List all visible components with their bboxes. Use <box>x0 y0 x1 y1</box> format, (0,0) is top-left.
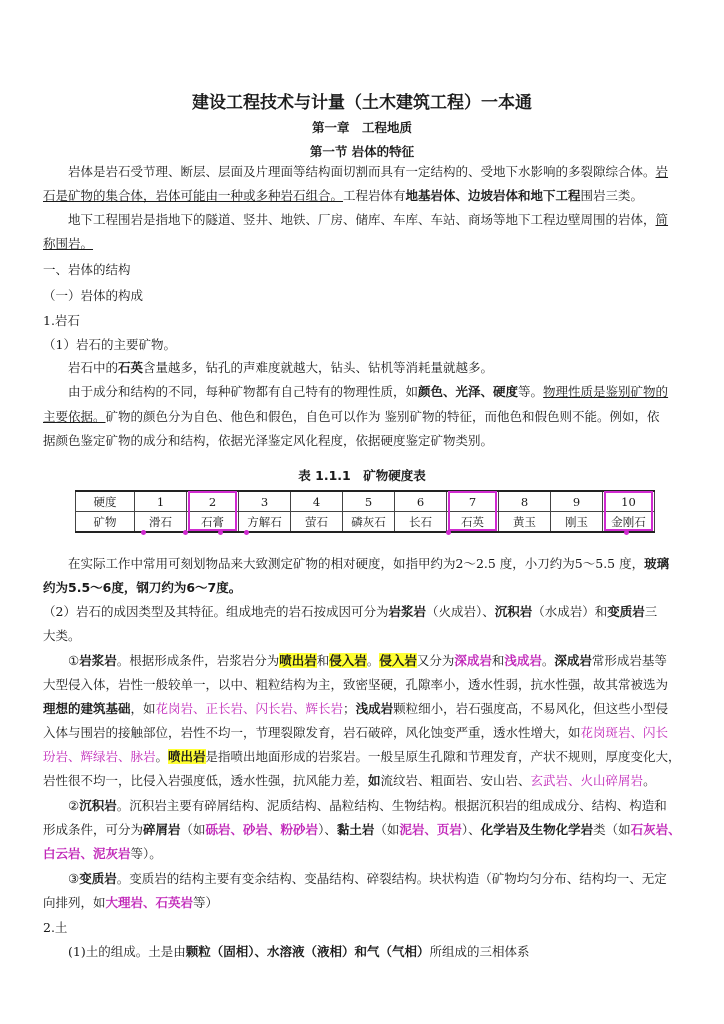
paragraph-line <box>68 360 683 376</box>
text: 和 <box>491 653 505 668</box>
text: 常形成岩基等 <box>591 653 667 668</box>
chapter-heading: 第一章 工程地质 <box>311 120 412 135</box>
mineral-cell: 长石 <box>395 512 447 533</box>
heading-rock: 1.岩石 <box>43 313 80 328</box>
text: 入体与围岩的接触部位，岩性不均一，节理裂隙发育，岩石破碎，风化蚀变严重，透水性增大，如 <box>43 725 581 740</box>
paragraph-line <box>68 653 683 669</box>
paragraph-line <box>68 212 683 228</box>
paragraph-line <box>68 871 683 887</box>
mineral-cell: 黄玉 <box>499 512 551 533</box>
paragraph-line <box>43 433 683 449</box>
paragraph-line: 大类。 <box>43 628 81 643</box>
magenta-text: 泥岩、页岩 <box>399 822 462 837</box>
text: 岩石中的 <box>68 360 119 375</box>
hardness-cell: 1 <box>135 491 187 512</box>
paragraph-line: 大型侵入体，岩性一般较单一，以中、粗粒结构为主，致密坚硬，孔隙率小，透水性弱，抗水性强，故其常被选为 <box>43 677 669 692</box>
text: ② <box>68 798 80 813</box>
text: （如 <box>180 822 206 837</box>
document-title: 建设工程技术与计量（土木建筑工程）一本通 <box>192 93 532 113</box>
text: 。沉积岩主要有碎屑结构、泥质结构、晶粒结构、生物结构。根据沉积岩的组成成分、结构、构造和 <box>116 798 667 813</box>
text: ③ <box>68 871 80 886</box>
magenta-text: 大理岩、石英岩 <box>105 895 194 910</box>
highlighted-text: 喷出岩 <box>168 749 206 764</box>
bold-text: 玻璃 <box>644 556 670 571</box>
text: （水成岩）和 <box>532 604 608 619</box>
hardness-value: 7 <box>468 494 477 509</box>
paragraph-line <box>43 725 683 741</box>
paragraph-line <box>43 846 683 862</box>
bold-text: 沉积岩 <box>79 798 117 813</box>
paragraph-line <box>43 604 683 620</box>
hardness-cell: 8 <box>499 491 551 512</box>
text: 。 <box>366 653 380 668</box>
paragraph-line <box>43 895 683 911</box>
text: 岩体是岩石受节理、断层、层面及片理面等结构面切割而具有一定结构的、受地下水影响的多裂隙综合体。 <box>68 164 656 179</box>
heading-structure: 一、岩体的结构 <box>43 262 131 277</box>
marker-dot <box>244 530 249 535</box>
magenta-text: 砾岩、砂岩、粉砂岩 <box>205 822 319 837</box>
section-heading: 第一节 岩体的特征 <box>309 144 415 159</box>
table-caption: 表 1.1.1 矿物硬度表 <box>298 468 426 483</box>
magenta-text: 玢岩、辉绿岩、脉岩 <box>43 749 156 764</box>
underlined-text: 主要依据。 <box>43 409 106 424</box>
magenta-text: 花岗斑岩、闪长 <box>580 725 669 740</box>
text: 流纹岩、粗面岩、安山岩、 <box>380 773 531 788</box>
hardness-cell: 5 <box>343 491 395 512</box>
text: 等） <box>193 895 219 910</box>
mineral-cell: 金刚石 <box>603 512 655 533</box>
row-label: 矿物 <box>76 512 135 533</box>
bold-text: 如 <box>368 773 381 788</box>
text: 矿物的颜色分为自色、他色和假色，自色可以作为 鉴别矿物的特征，而他色和假色则不能。例如，依 <box>105 409 660 424</box>
bold-text: 地基岩体、边坡岩体和地下工程 <box>405 188 581 203</box>
paragraph-line <box>43 188 683 204</box>
paragraph-line <box>68 556 683 572</box>
text: （如 <box>374 822 400 837</box>
text: 。根据形成条件，岩浆岩分为 <box>116 653 280 668</box>
bold-text: 变质岩 <box>607 604 645 619</box>
underlined-text: 称围岩。 <box>43 236 94 251</box>
marker-dot <box>183 530 188 535</box>
mineral-cell: 磷灰石 <box>343 512 395 533</box>
text: 。 <box>155 749 169 764</box>
text: 。 <box>643 773 656 788</box>
bold-text: 岩浆岩 <box>79 653 117 668</box>
text: 工程岩体有 <box>343 188 406 203</box>
highlighted-text: 侵入岩 <box>329 653 367 668</box>
bold-text: 深成岩 <box>554 653 592 668</box>
text: 。变质岩的结构主要有变余结构、变晶结构、碎裂结构。块状构造（矿物均匀分布、结构均一、无定 <box>116 871 667 886</box>
text: 。 <box>541 653 555 668</box>
paragraph-line <box>43 409 683 425</box>
mineral-cell: 滑石 <box>135 512 187 533</box>
mineral-cell: 刚玉 <box>551 512 603 533</box>
text: （2）岩石的成因类型及其特征。组成地壳的岩石按成因可分为 <box>43 604 389 619</box>
underlined-text: 物理性质是鉴别矿物的 <box>543 384 669 399</box>
text: 由于成分和结构的不同，每种矿物都有自己特有的物理性质，如 <box>68 384 419 399</box>
marker-dot <box>141 530 146 535</box>
text: 等）。 <box>130 846 162 861</box>
bold-text: 岩浆岩 <box>388 604 426 619</box>
highlighted-text: 侵入岩 <box>379 653 417 668</box>
text: ，如 <box>130 701 156 716</box>
heading-composition: （一）岩体的构成 <box>43 288 144 303</box>
bold-text: 颜色、光泽、硬度 <box>418 384 519 399</box>
paragraph-line <box>68 944 683 960</box>
text: 和 <box>316 653 330 668</box>
paragraph-line <box>43 773 683 789</box>
paragraph-line: 约为5.5～6度，钢刀约为6～7度。 <box>43 580 242 595</box>
paragraph-line <box>43 236 683 252</box>
text: ）、 <box>461 822 481 837</box>
text: 类（如 <box>593 822 631 837</box>
mineral-hardness-table <box>75 490 655 533</box>
heading-minerals: （1）岩石的主要矿物。 <box>43 337 176 352</box>
paragraph-line <box>43 701 683 717</box>
hardness-value: 10 <box>621 494 636 509</box>
mineral-cell: 石英 <box>447 512 499 533</box>
bold-text: 化学岩及生物化学岩 <box>480 822 594 837</box>
paragraph-line <box>68 164 683 180</box>
row-label: 硬度 <box>76 491 135 512</box>
paragraph-line <box>43 749 683 765</box>
text: ； <box>343 701 356 716</box>
text: 岩性很不均一，比侵入岩强度低，透水性强，抗风能力差， <box>43 773 369 788</box>
hardness-cell: 3 <box>239 491 291 512</box>
text: 含量越多，钻孔的声难度就越大，钻头、钻机等消耗量就越多。 <box>143 360 494 375</box>
text: ① <box>68 653 80 668</box>
highlighted-text: 喷出岩 <box>279 653 317 668</box>
bold-text: 碎屑岩 <box>143 822 181 837</box>
bold-text: 浅成岩 <box>355 701 394 716</box>
bold-text: 变质岩 <box>79 871 117 886</box>
paragraph-line <box>68 798 683 814</box>
text: 据颜色鉴定矿物的成分和结构，依据光泽鉴定风化程度，依据硬度鉴定矿物类别。 <box>43 433 494 448</box>
text: 是指喷出地面形成的岩浆岩。一般呈原生孔隙和节理发育，产状不规则，厚度变化大， <box>205 749 681 764</box>
text: 地下工程围岩是指地下的隧道、竖井、地铁、厂房、储库、车库、车站、商场等地下工程边壁周围的岩体， <box>68 212 656 227</box>
hardness-value: 2 <box>208 494 217 509</box>
underlined-text: 石是矿物的集合体，岩体可能由一种或多种岩石组合。 <box>43 188 344 203</box>
underlined-text: 岩 <box>655 164 669 179</box>
magenta-text: 玄武岩、火山碎屑岩 <box>530 773 644 788</box>
marker-dot <box>624 530 629 535</box>
bold-text: 沉积岩 <box>494 604 533 619</box>
paragraph-line <box>68 384 683 400</box>
magenta-text: 浅成岩 <box>504 653 542 668</box>
text: 围岩三类。 <box>580 188 644 203</box>
text: 所组成的三相体系 <box>429 944 530 959</box>
hardness-row <box>76 491 655 512</box>
bold-text: 理想的建筑基础 <box>43 701 131 716</box>
text: 等。 <box>518 384 544 399</box>
mineral-cell: 方解石 <box>239 512 291 533</box>
mineral-cell: 萤石 <box>291 512 343 533</box>
mineral-row <box>76 512 655 533</box>
marker-dot <box>218 530 223 535</box>
magenta-text: 花岗岩、正长岩、闪长岩、辉长岩 <box>155 701 344 716</box>
mineral-cell: 石膏 <box>187 512 239 533</box>
text: 又分为 <box>416 653 455 668</box>
magenta-text: 深成岩 <box>454 653 492 668</box>
bold-text: 颗粒（固相）、水溶液（液相）和气（气相） <box>185 944 430 959</box>
underlined-text: 简 <box>655 212 669 227</box>
marker-dot <box>446 530 451 535</box>
text: 在实际工作中常用可刻划物品来大致测定矿物的相对硬度，如指甲约为2～2.5 度，小刀约为5～5.5 度， <box>68 556 645 571</box>
bold-text: 石英 <box>118 360 144 375</box>
text: 向排列，如 <box>43 895 106 910</box>
hardness-cell: 9 <box>551 491 603 512</box>
paragraph-line <box>43 822 683 838</box>
magenta-text: 石灰岩、 <box>630 822 681 837</box>
text: （火成岩）、 <box>425 604 495 619</box>
hardness-cell: 6 <box>395 491 447 512</box>
bold-text: 黏土岩 <box>336 822 375 837</box>
text: 三 <box>644 604 658 619</box>
magenta-text: 白云岩、泥灰岩 <box>43 846 131 861</box>
text: ）、 <box>318 822 337 837</box>
hardness-cell: 4 <box>291 491 343 512</box>
hardness-cell <box>187 491 239 512</box>
text: 颗粒细小，岩石强度高，不易风化，但这些小型侵 <box>393 701 669 716</box>
hardness-cell <box>603 491 655 512</box>
text: (1)土的组成。土是由 <box>68 944 186 959</box>
text: 形成条件，可分为 <box>43 822 144 837</box>
hardness-cell <box>447 491 499 512</box>
heading-soil: 2.土 <box>43 920 68 935</box>
